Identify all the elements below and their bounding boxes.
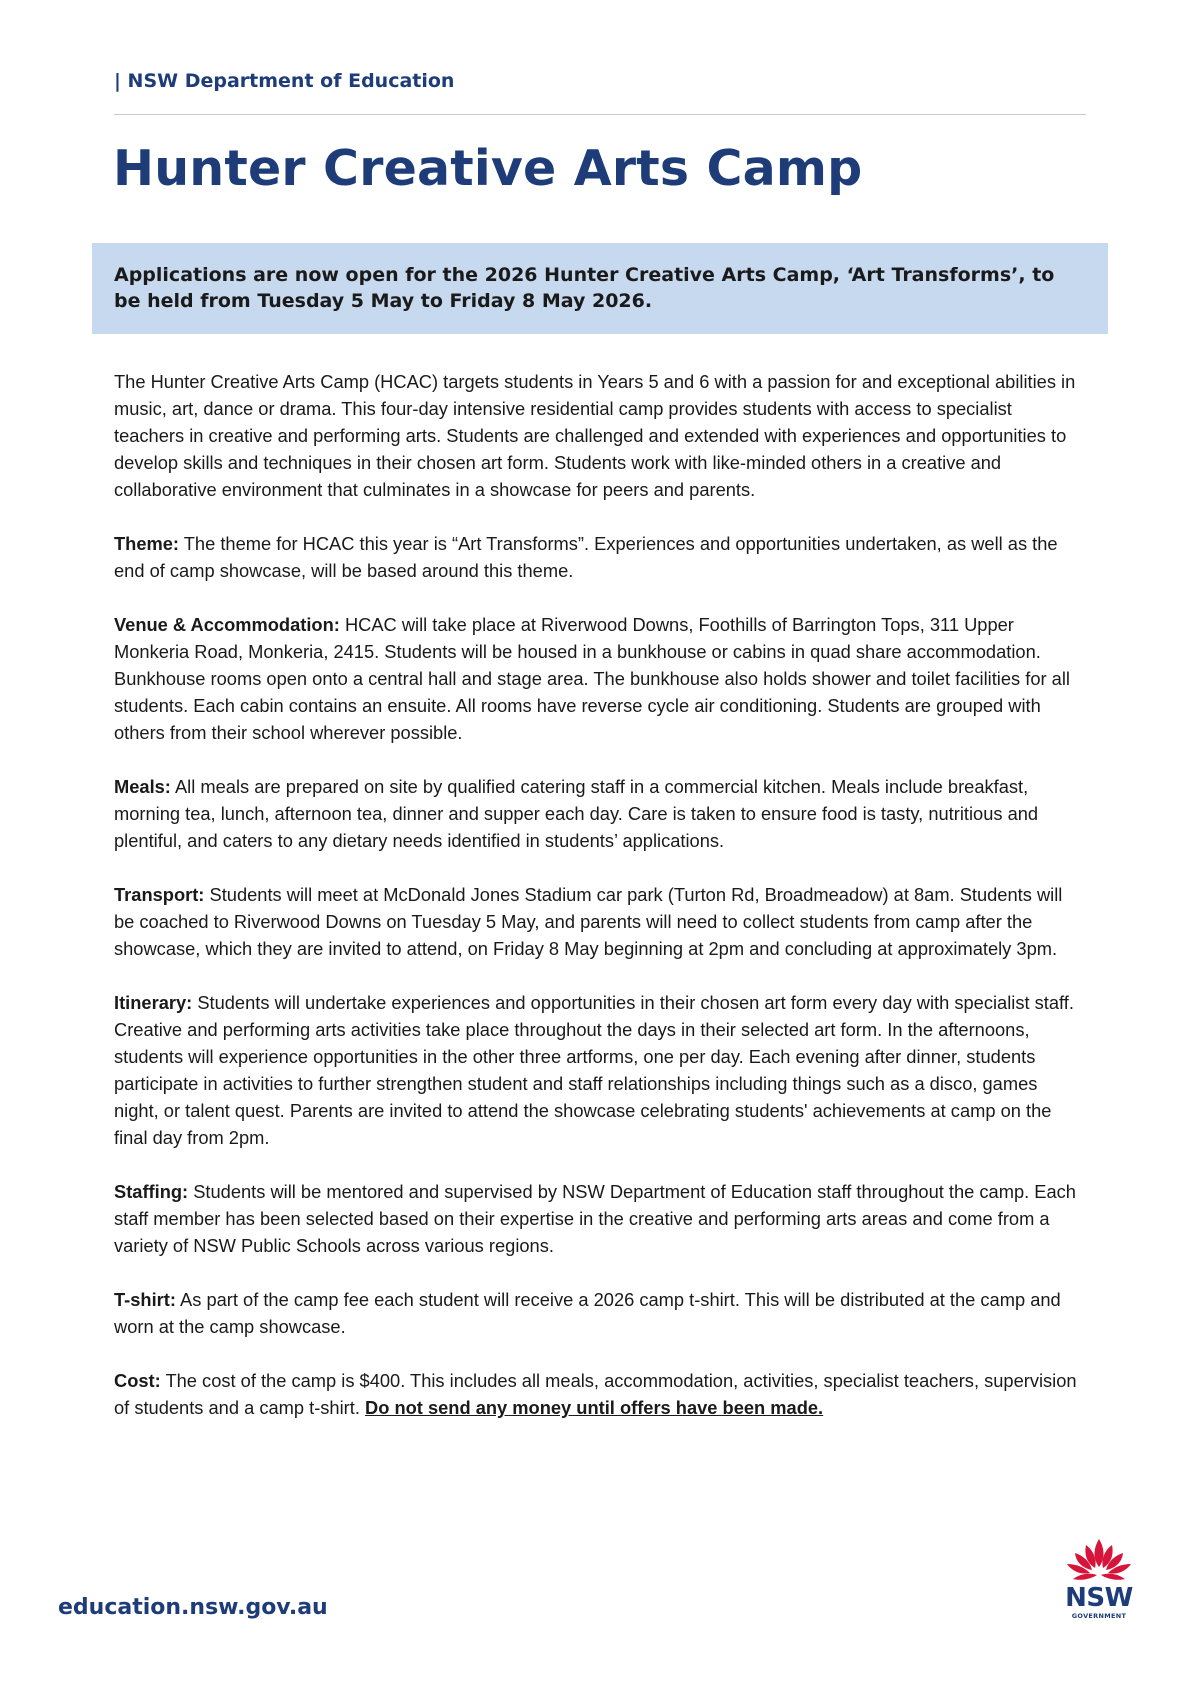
staffing-label: Staffing: bbox=[114, 1181, 189, 1202]
itinerary-section bbox=[114, 989, 1086, 1151]
footer-website: education.nsw.gov.au bbox=[58, 1595, 328, 1620]
cost-label: Cost: bbox=[114, 1370, 161, 1391]
cost-warning: Do not send any money until offers have been made. bbox=[365, 1397, 824, 1418]
logo-subtitle: GOVERNMENT bbox=[1071, 1612, 1127, 1620]
meals-section bbox=[114, 773, 1086, 854]
transport-label: Transport: bbox=[114, 884, 205, 905]
waratah-icon bbox=[1055, 1535, 1143, 1585]
theme-text: The theme for HCAC this year is “Art Transforms”. Experiences and opportunities undertaken, as well as the end of camp showcase, will be based around this theme. bbox=[114, 533, 1058, 581]
venue-section bbox=[114, 611, 1086, 746]
department-header: | NSW Department of Education bbox=[114, 70, 455, 92]
announcement-banner bbox=[92, 243, 1108, 334]
itinerary-label: Itinerary: bbox=[114, 992, 193, 1013]
document-body bbox=[114, 368, 1086, 1448]
intro-paragraph: The Hunter Creative Arts Camp (HCAC) targets students in Years 5 and 6 with a passion for and exceptional abilities in music, art, dance or drama. This four-day intensive residential camp provides students with access to specialist teachers in creative and performing arts. Students are challenged and extended with experiences and opportunities to develop skills and techniques in their chosen art form. Students work with like-minded others in a creative and collaborative environment that culminates in a showcase for peers and parents. bbox=[114, 371, 1076, 500]
tshirt-label: T-shirt: bbox=[114, 1289, 176, 1310]
tshirt-section bbox=[114, 1286, 1086, 1340]
theme-label: Theme: bbox=[114, 533, 180, 554]
logo-wordmark: NSW bbox=[1065, 1583, 1133, 1613]
cost-section bbox=[114, 1367, 1086, 1421]
transport-section bbox=[114, 881, 1086, 962]
theme-section bbox=[114, 530, 1086, 584]
itinerary-text: Students will undertake experiences and opportunities in their chosen art form every day with specialist staff. Creative and performing arts activities take place throughout the days in their selected art form. In the afternoons, students will experience opportunities in the other three artforms, one per day. Each evening after dinner, students participate in activities to further strengthen student and staff relationships including things such as a disco, games night, or talent quest. Parents are invited to attend the showcase celebrating students' achievements at camp on the final day from 2pm. bbox=[114, 992, 1074, 1148]
tshirt-text: As part of the camp fee each student will receive a 2026 camp t-shirt. This will be distributed at the camp and worn at the camp showcase. bbox=[114, 1289, 1061, 1337]
meals-text: All meals are prepared on site by qualified catering staff in a commercial kitchen. Meals include breakfast, morning tea, lunch, afternoon tea, dinner and supper each day. Care is taken to ensure food is tasty, nutritious and plentiful, and caters to any dietary needs identified in students’ applications. bbox=[114, 776, 1039, 851]
venue-label: Venue & Accommodation: bbox=[114, 614, 340, 635]
venue-text: HCAC will take place at Riverwood Downs, Foothills of Barrington Tops, 311 Upper Monkeria Road, Monkeria, 2415. Students will be housed in a bunkhouse or cabins in quad share accommodation. Bunkhouse rooms open onto a central hall and stage area. The bunkhouse also holds shower and toilet facilities for all students. Each cabin contains an ensuite. All rooms have reverse cycle air conditioning. Students are grouped with others from their school wherever possible. bbox=[114, 614, 1070, 743]
page-title: Hunter Creative Arts Camp bbox=[113, 140, 863, 197]
cost-text: The cost of the camp is $400. This includes all meals, accommodation, activities, specialist teachers, supervision of students and a camp t-shirt. bbox=[114, 1370, 1077, 1418]
meals-label: Meals: bbox=[114, 776, 171, 797]
nsw-government-logo bbox=[1055, 1535, 1143, 1620]
staffing-section bbox=[114, 1178, 1086, 1259]
transport-text: Students will meet at McDonald Jones Stadium car park (Turton Rd, Broadmeadow) at 8am. Students will be coached to Riverwood Downs on Tuesday 5 May, and parents will need to collect students from camp after the showcase, which they are invited to attend, on Friday 8 May beginning at 2pm and concluding at approximately 3pm. bbox=[114, 884, 1063, 959]
announcement-text: Applications are now open for the 2026 Hunter Creative Arts Camp, ‘Art Transforms’, to be held from Tuesday 5 May to Friday 8 May 2026. bbox=[114, 264, 1055, 312]
staffing-text: Students will be mentored and supervised by NSW Department of Education staff throughout the camp. Each staff member has been selected based on their expertise in the creative and performing arts areas and come from a variety of NSW Public Schools across various regions. bbox=[114, 1181, 1076, 1256]
header-divider bbox=[114, 114, 1086, 115]
